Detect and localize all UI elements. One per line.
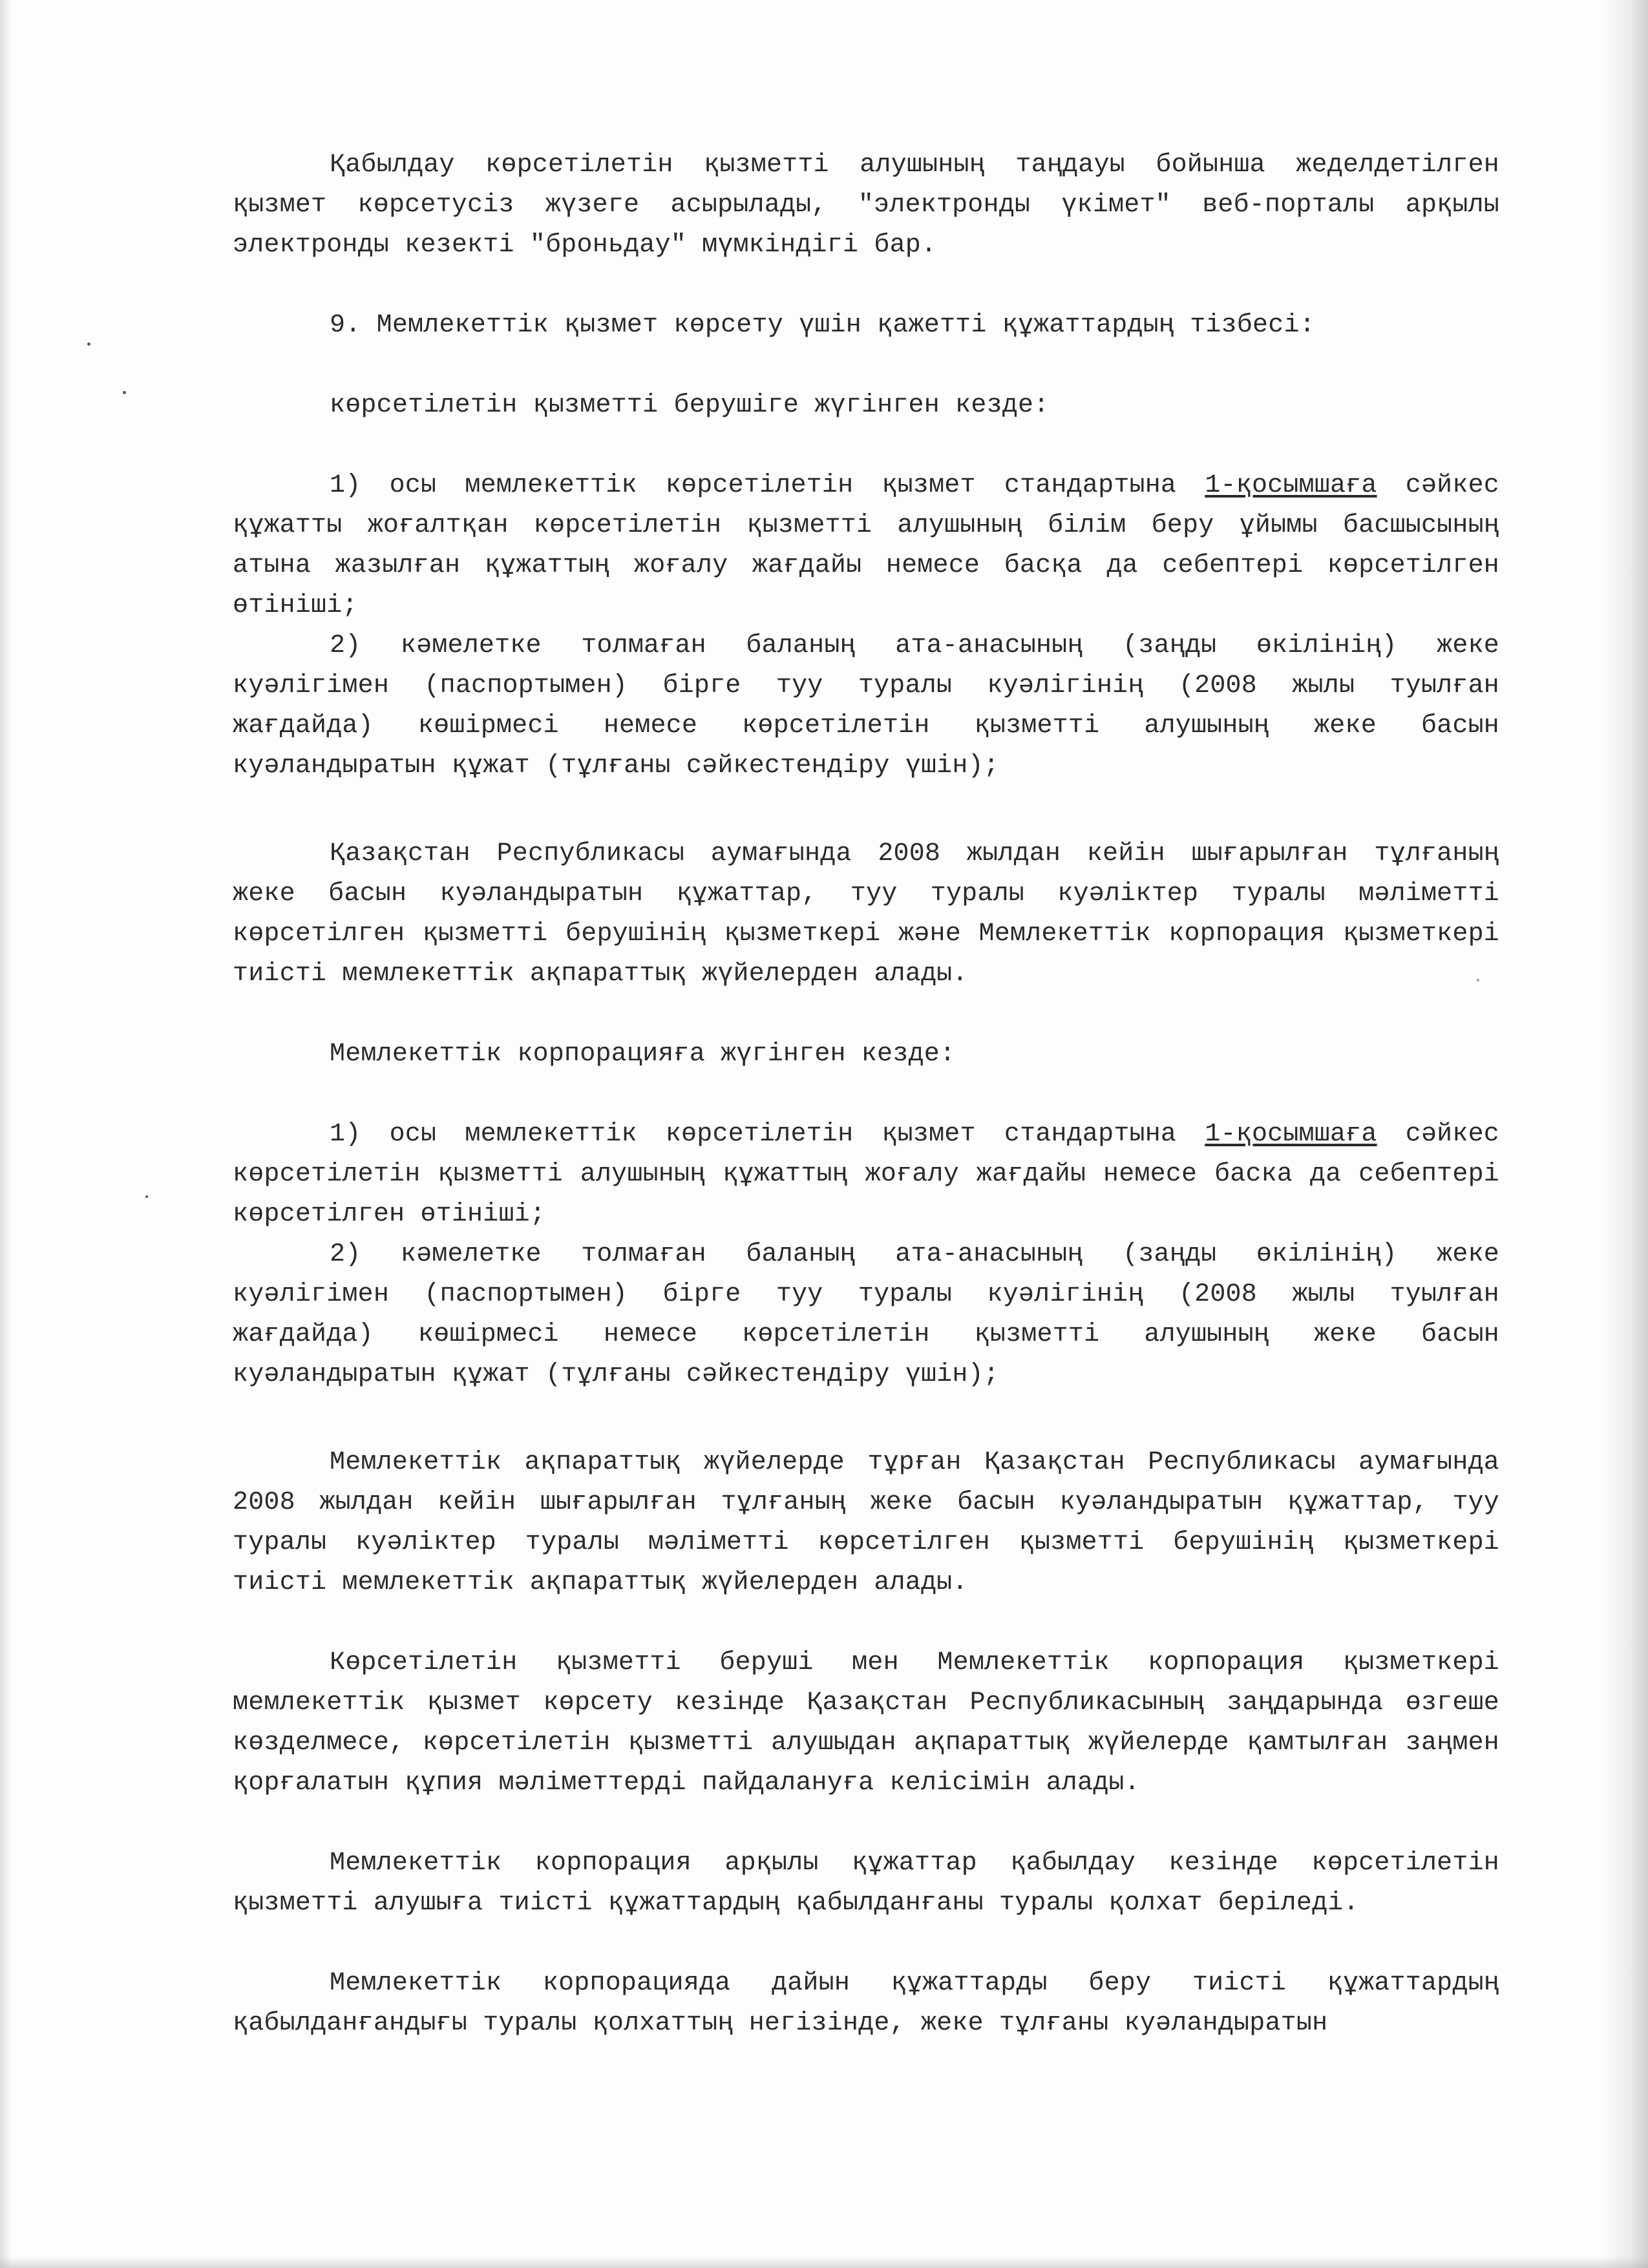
paragraph-consent: Көрсетілетін қызметті беруші мен Мемлекеттік корпорация қызметкері мемлекеттік қызмет көрсету кезінде Қазақстан Республикасының заңдарында өзгеше көзделмесе, көрсетілетін қызметті алушыдан ақпараттық жүйелерде қамтылған заңмен қорғалатын құпия мәліметтерді пайдалануға келісімін алады. (233, 1648, 1499, 1798)
paragraph-text: сәйкес көрсетілетін қызметті алушының құжаттың жоғалу жағдайы немесе баска да себептері көрсетілген өтініші; (233, 1120, 1499, 1229)
scan-speck (87, 342, 90, 346)
paragraph-text: 1) осы мемлекеттік көрсетілетін қызмет стандартына (330, 1120, 1205, 1149)
paragraph-corporation-info-systems: Мемлекеттік ақпараттық жүйелерде тұрған Қазақстан Республикасы аумағында 2008 жылдан кейін шығарылған тұлғаның жеке басын куәландыратын құжаттар, туу туралы куәліктер туралы мәліметті көрсетілген қызметті берушінің қызметкері тиісті мемлекеттік ақпараттық жүйелерден алады. (233, 1448, 1499, 1597)
paragraph-receipt: Мемлекеттік корпорация арқылы құжаттар қабылдау кезінде көрсетілетін қызметті алушыға тиісті құжаттардың қабылданғаны туралы қолхат беріледі. (233, 1849, 1499, 1918)
paragraph-provider-item-2: 2) кәмелетке толмаған баланың ата-анасының (заңды өкілінің) жеке куәлігімен (паспортымен) бірге туу туралы куәлігінің (2008 жылы туылған жағдайда) көшірмесі немесе көрсетілетін қызметті алушының жеке басын куәландыратын құжат (тұлғаны сәйкестендіру үшін); (233, 631, 1499, 781)
paragraph-corporation-item-2: 2) кәмелетке толмаған баланың ата-анасының (заңды өкілінің) жеке куәлігімен (паспортымен) бірге туу туралы куәлігінің (2008 жылы туылған жағдайда) көшірмесі немесе көрсетілетін қызметті алушының жеке басын куәландыратын құжат (тұлғаны сәйкестендіру үшін); (233, 1240, 1499, 1389)
scan-speck (145, 1195, 148, 1198)
paragraph-reception: Қабылдау көрсетілетін қызметті алушының таңдауы бойынша жеделдетілген қызмет көрсетусіз жүзеге асырылады, "электронды үкімет" веб-порталы арқылы электронды кезекті "броньдау" мүмкіндігі бар. (233, 151, 1499, 260)
scan-edge-left (0, 0, 12, 2268)
scan-speck (123, 391, 126, 394)
document-body (233, 145, 1499, 2044)
paragraph-text: 1) осы мемлекеттік көрсетілетін қызмет стандартына (330, 471, 1205, 500)
scan-edge-right (1603, 0, 1648, 2268)
paragraph-corporation-applying: Мемлекеттік корпорацияға жүгінген кезде: (330, 1040, 956, 1069)
paragraph-text: сәйкес құжатты жоғалтқан көрсетілетін қызметті алушының білім беру ұйымы басшысының атына жазылған құжаттың жоғалу жағдайы немесе басқа да себептері көрсетілген өтініші; (233, 471, 1499, 620)
paragraph-issuance: Мемлекеттік корпорацияда дайын құжаттарды беру тиісті құжаттардың қабылданғандығы туралы қолхаттың негізінде, жеке тұлғаны куәландыратын (233, 1969, 1499, 2038)
annex-1-link[interactable]: 1-қосымшаға (1205, 1120, 1377, 1149)
paragraph-provider-item-1 (233, 466, 1499, 626)
scan-edge-bottom (0, 2256, 1648, 2268)
paragraph-provider-info-systems: Қазақстан Республикасы аумағында 2008 жылдан кейін шығарылған тұлғаның жеке басын куәландыратын құжаттар, туу туралы куәліктер туралы мәліметті көрсетілген қызметті берушінің қызметкері және Мемлекеттік корпорация қызметкері тиісті мемлекеттік ақпараттық жүйелерден алады. (233, 839, 1499, 989)
paragraph-provider-applying: көрсетілетін қызметті берушіге жүгінген кезде: (330, 391, 1050, 420)
paragraph-corporation-item-1 (233, 1115, 1499, 1235)
annex-1-link[interactable]: 1-қосымшаға (1205, 471, 1377, 500)
paragraph-documents-list-heading: 9. Мемлекеттік қызмет көрсету үшін қажетті құжаттардың тізбесі: (330, 311, 1315, 340)
